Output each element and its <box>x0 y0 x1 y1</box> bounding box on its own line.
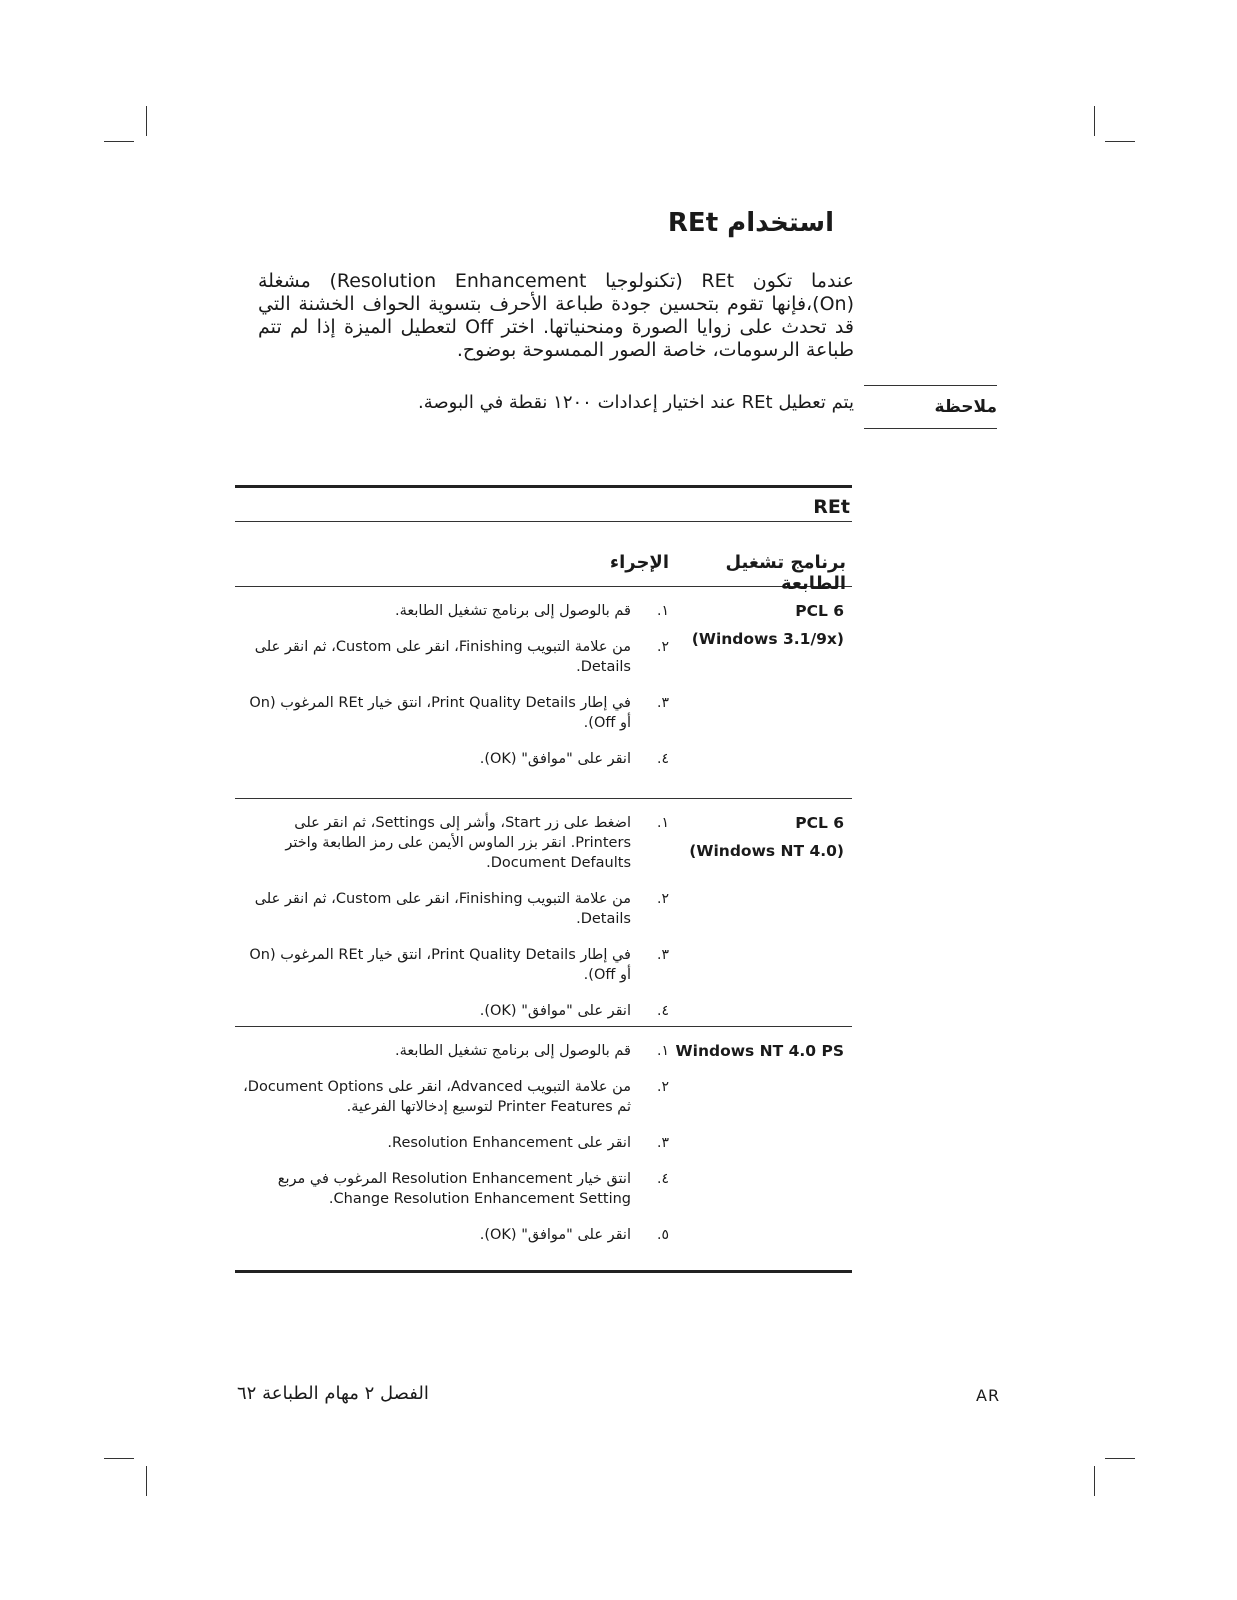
step-text: انقر على "موافق" (OK). <box>479 1003 631 1019</box>
step-number: ٣. <box>657 947 669 963</box>
step-text: قم بالوصول إلى برنامج تشغيل الطابعة. <box>395 1043 631 1059</box>
column-header-procedure: الإجراء <box>609 552 669 573</box>
driver-name: PCL 6 <box>795 814 844 832</box>
step-text: انقر على "موافق" (OK). <box>479 1227 631 1243</box>
note-label: ملاحظة <box>934 397 997 417</box>
step-text: من علامة التبويب Advanced، انقر على Document Options، ثم Printer Features لتوسيع إدخالاتها الفرعية. <box>243 1079 631 1115</box>
footer-chapter-page: الفصل ٢ مهام الطباعة ٦٢ <box>237 1383 429 1404</box>
step-item <box>235 637 669 677</box>
driver-os: (Windows NT 4.0) <box>689 842 844 860</box>
step-item <box>235 693 669 733</box>
note-divider-top <box>864 385 997 386</box>
step-number: ٢. <box>657 891 669 907</box>
step-item <box>235 749 669 769</box>
step-number: ٢. <box>657 1079 669 1095</box>
step-number: ٤. <box>657 1171 669 1187</box>
step-item <box>235 1169 669 1209</box>
step-number: ٥. <box>657 1227 669 1243</box>
driver-os: (Windows 3.1/9x) <box>691 630 844 648</box>
crop-mark <box>1105 141 1135 142</box>
step-text: من علامة التبويب Finishing، انقر على Custom، ثم انقر على Details. <box>254 639 631 675</box>
crop-mark <box>104 1458 134 1459</box>
step-item <box>235 945 669 985</box>
step-number: ٢. <box>657 639 669 655</box>
crop-mark <box>146 1466 147 1496</box>
crop-mark <box>104 141 134 142</box>
step-number: ١. <box>657 815 669 831</box>
procedure-cell <box>235 1027 674 1270</box>
step-text: قم بالوصول إلى برنامج تشغيل الطابعة. <box>395 603 631 619</box>
table-row <box>235 799 852 1027</box>
step-text: في إطار Print Quality Details، انتق خيار REt المرغوب (On أو Off). <box>249 695 631 731</box>
column-header-driver: برنامج تشغيل الطابعة <box>725 552 846 594</box>
driver-cell <box>674 587 852 798</box>
step-number: ٣. <box>657 1135 669 1151</box>
step-item <box>235 1133 669 1153</box>
driver-cell <box>674 1027 852 1270</box>
note-text: يتم تعطيل REt عند اختيار إعدادات ١٢٠٠ نقطة في البوصة. <box>417 392 854 413</box>
table-title: REt <box>235 488 852 522</box>
step-item <box>235 1077 669 1117</box>
step-text: اضغط على زر Start، وأشر إلى Settings، ثم انقر على Printers. انقر بزر الماوس الأيمن على رمز الطابعة واختر Document Defaults. <box>285 815 631 871</box>
step-text: انتق خيار Resolution Enhancement المرغوب في مربع Change Resolution Enhancement Setting. <box>277 1171 631 1207</box>
driver-name: Windows NT 4.0 PS <box>675 1042 844 1060</box>
crop-mark <box>1094 106 1095 136</box>
step-item <box>235 889 669 929</box>
driver-cell <box>674 799 852 1026</box>
step-item <box>235 813 669 873</box>
table-header-row <box>235 522 852 594</box>
step-number: ١. <box>657 1043 669 1059</box>
procedure-cell <box>235 587 674 798</box>
table-row <box>235 587 852 799</box>
step-text: في إطار Print Quality Details، انتق خيار REt المرغوب (On أو Off). <box>249 947 631 983</box>
step-number: ٣. <box>657 695 669 711</box>
step-text: انقر على "موافق" (OK). <box>479 751 631 767</box>
step-item <box>235 1225 669 1245</box>
note-divider-bottom <box>864 428 997 429</box>
step-number: ٤. <box>657 751 669 767</box>
step-item <box>235 1001 669 1021</box>
step-number: ١. <box>657 603 669 619</box>
step-text: من علامة التبويب Finishing، انقر على Custom، ثم انقر على Details. <box>254 891 631 927</box>
procedure-cell <box>235 799 674 1026</box>
step-item <box>235 1041 669 1061</box>
step-text: انقر على Resolution Enhancement. <box>387 1135 631 1151</box>
step-item <box>235 601 669 621</box>
page-title: استخدام REt <box>667 208 834 238</box>
crop-mark <box>146 106 147 136</box>
table-row <box>235 1027 852 1273</box>
crop-mark <box>1105 1458 1135 1459</box>
crop-mark <box>1094 1466 1095 1496</box>
step-number: ٤. <box>657 1003 669 1019</box>
ret-settings-table <box>235 485 852 1273</box>
footer-language-code: AR <box>976 1386 1001 1405</box>
intro-paragraph: عندما تكون REt (تكنولوجيا Resolution Enhancement) مشغلة (On)،فإنها تقوم بتحسين جودة طباعة الأحرف بتسوية الحواف الخشنة التي قد تحدث على زوايا الصورة ومنحنياتها. اختر Off لتعطيل الميزة إذا لم تتم طباعة الرسومات، خاصة الصور الممسوحة بوضوح. <box>258 270 854 361</box>
driver-name: PCL 6 <box>795 602 844 620</box>
